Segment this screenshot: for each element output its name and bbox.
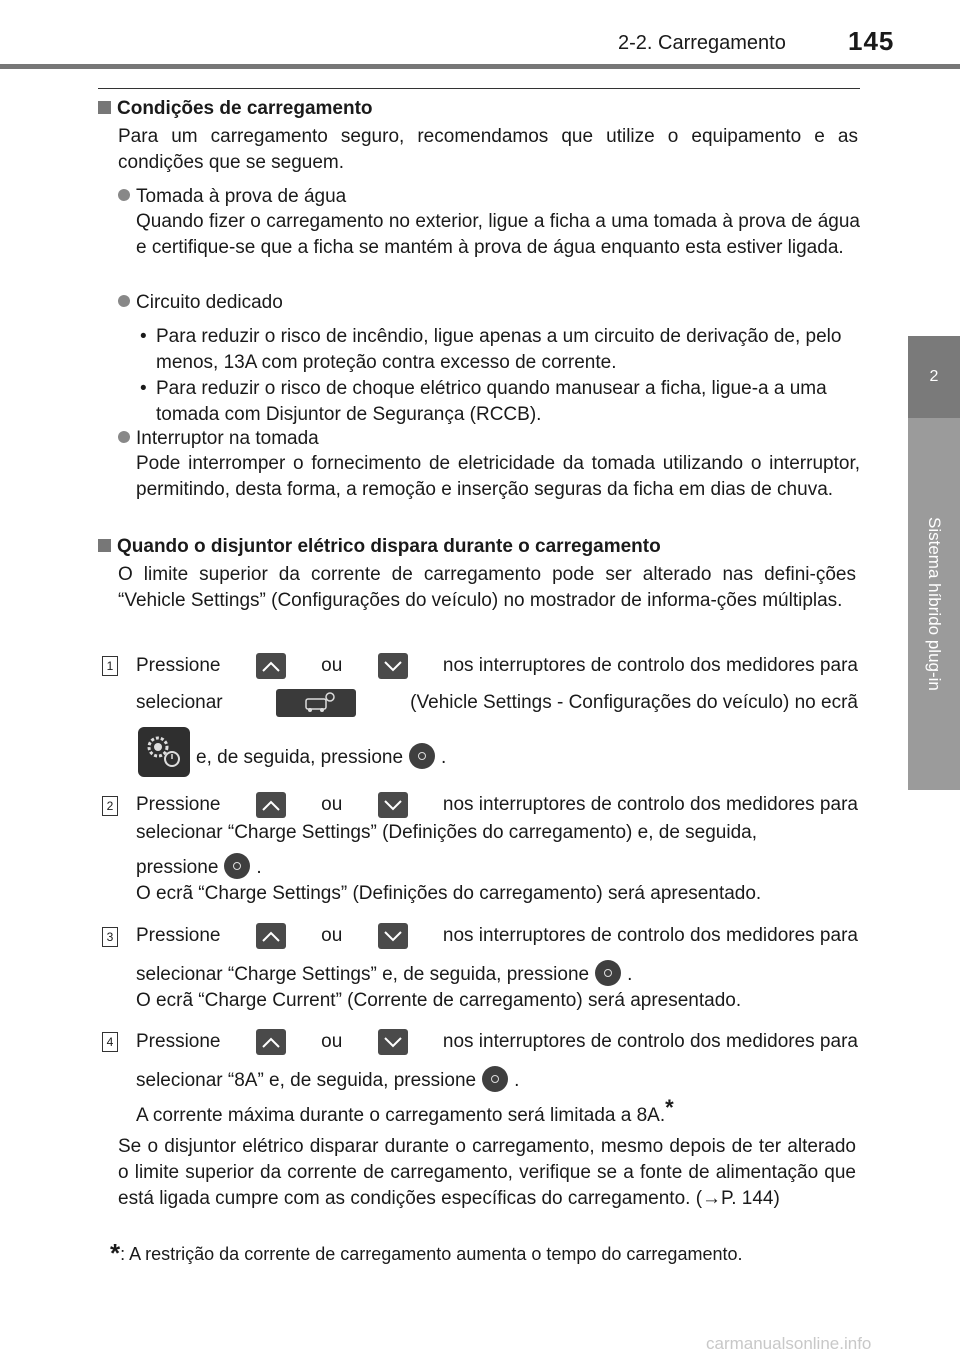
step-text: Pressione [136,925,221,946]
item-title [118,290,858,316]
footnote-text: : A restrição da corrente de carregamento aumenta o tempo do carregamento. [120,1244,743,1264]
step-text: . [256,857,262,878]
step-text: pressione [136,857,219,878]
watermark: carmanualsonline.info [706,1334,872,1353]
up-chevron-button-icon [256,923,286,949]
content-rule [98,88,860,89]
step-line [136,653,858,679]
chapter-tab-label [908,418,960,790]
sub-bullet [136,324,860,376]
chapter-tab-number [908,336,960,418]
step-text: . [441,747,447,768]
step-line [136,960,858,988]
footnote-star: * [110,1238,121,1268]
page-number: 145 [848,26,895,56]
round-bullet-icon [118,189,130,201]
section-intro: O limite superior da corrente de carregamento pode ser alterado nas defini-ções “Vehicle Settings” (Configurações do veículo) no mostrador de informa-ções múltiplas. [118,564,856,611]
step-result-text: A corrente máxima durante o carregamento será limitada a 8A. [136,1105,666,1126]
bullet-point: • [140,378,147,399]
step-text: selecionar “Charge Settings” (Definições do carregamento) e, de seguida, [136,822,757,843]
step-result: O ecrã “Charge Current” (Corrente de carregamento) será apresentado. [136,990,742,1011]
down-chevron-button-icon [378,792,408,818]
step-number: 2 [102,796,118,816]
step-text: nos interruptores de controlo dos medidores para [442,925,858,946]
closing-paragraph: Se o disjuntor elétrico disparar durante o carregamento, mesmo depois de ter alterado o limite superior da corrente de carregamento, verifique se a fonte de alimentação que está ligada cumpre com as condições específicas do carregamento. (→P. 144) [118,1136,856,1209]
down-chevron-button-icon [378,923,408,949]
step-result: O ecrã “Charge Settings” (Definições do carregamento) será apresentado. [136,883,762,904]
item-text: Quando fizer o carregamento no exterior, ligue a ficha a uma tomada à prova de água e certifique-se que a ficha se mantém à prova de água enquanto esta estiver ligada. [136,211,860,258]
step-text: e, de seguida, pressione [196,747,404,768]
section-title: 2-2. Carregamento [618,32,786,54]
step-text: nos interruptores de controlo dos medidores para [442,1031,858,1052]
chapter-label: Sistema híbrido plug-in [925,517,944,691]
heading-text: Condições de carregamento [117,98,373,119]
down-chevron-button-icon [378,653,408,679]
step-text: nos interruptores de controlo dos medidores para [442,655,858,676]
header-rule [0,64,960,69]
step-text: Pressione [136,655,221,676]
item-title-text: Circuito dedicado [136,292,283,313]
vehicle-settings-icon [276,689,356,717]
step-text: ou [321,794,343,815]
step-text: . [627,964,633,985]
footnote-marker: * [665,1095,674,1120]
step-line [136,1066,858,1094]
chapter-number: 2 [929,368,939,385]
step-text: ou [321,925,343,946]
step-text: selecionar “Charge Settings” e, de seguida, pressione [136,964,590,985]
item-title-text: Interruptor na tomada [136,428,319,449]
item-title [118,184,858,210]
ok-button-icon [224,853,250,879]
footnote [110,1240,860,1267]
step-text: ou [321,655,343,676]
sub-bullet-text: Para reduzir o risco de incêndio, ligue apenas a um circuito de derivação de, pelo menos, 13A com proteção contra excesso de corrente. [156,326,842,373]
sub-bullet [136,376,860,428]
section-heading [98,534,858,560]
section-heading [98,96,858,122]
step-text: nos interruptores de controlo dos medidores para [442,794,858,815]
step-result [136,1095,858,1129]
step-number: 3 [102,927,118,947]
heading-text: Quando o disjuntor elétrico dispara durante o carregamento [117,536,661,557]
item-title [118,426,858,452]
up-chevron-button-icon [256,1029,286,1055]
step-text: selecionar [136,692,223,713]
square-bullet-icon [98,101,111,114]
step-text: Pressione [136,1031,221,1052]
ok-button-icon [409,743,435,769]
item-title-text: Tomada à prova de água [136,186,347,207]
step-text: . [514,1070,520,1091]
item-text: Pode interromper o fornecimento de eletricidade da tomada utilizando o interruptor, permitindo, desta forma, a remoção e inserção seguras da ficha em dias de chuva. [136,453,860,500]
settings-gear-icon [138,727,190,777]
round-bullet-icon [118,431,130,443]
step-text: Pressione [136,794,221,815]
step-line [136,689,858,717]
ok-button-icon [482,1066,508,1092]
ok-button-icon [595,960,621,986]
step-line [136,853,858,881]
bullet-point: • [140,326,147,347]
step-line [136,792,858,818]
step-text: selecionar “8A” e, de seguida, pressione [136,1070,477,1091]
up-chevron-button-icon [256,792,286,818]
step-line [196,743,596,771]
down-chevron-button-icon [378,1029,408,1055]
step-line [136,1029,858,1055]
step-number: 1 [102,656,118,676]
step-text: (Vehicle Settings - Configurações do veículo) no ecrã [410,692,858,713]
section-intro: Para um carregamento seguro, recomendamos que utilize o equipamento e as condições que se seguem. [118,126,858,173]
step-line [136,923,858,949]
step-text: ou [321,1031,343,1052]
sub-bullet-text: Para reduzir o risco de choque elétrico quando manusear a ficha, ligue-a a uma tomada com Disjuntor de Segurança (RCCB). [156,378,827,425]
up-chevron-button-icon [256,653,286,679]
square-bullet-icon [98,539,111,552]
step-number: 4 [102,1032,118,1052]
round-bullet-icon [118,295,130,307]
